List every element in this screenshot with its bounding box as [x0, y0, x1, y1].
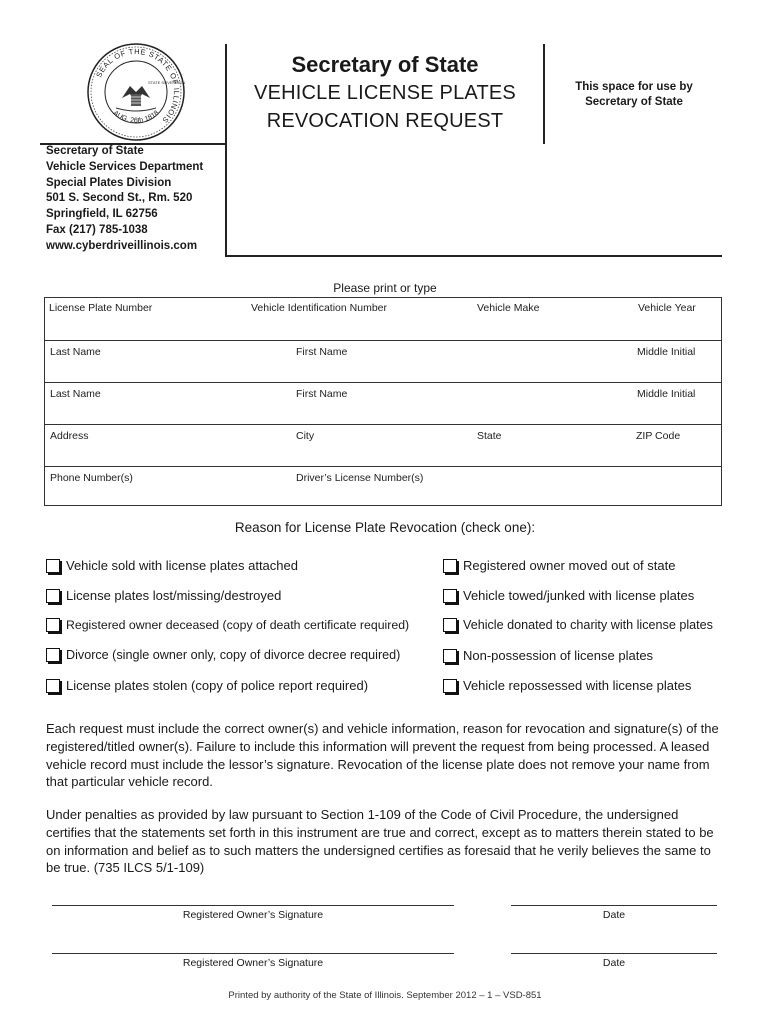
checkbox[interactable]: [46, 679, 60, 693]
state-field[interactable]: State: [477, 430, 502, 442]
address-line: Fax (217) 785-1038: [46, 223, 148, 236]
office-use-line1: This space for use by: [575, 81, 693, 93]
page-title: Secretary of State: [291, 52, 479, 77]
owner-signature-line-1[interactable]: [52, 905, 454, 906]
form-title-line1: VEHICLE LICENSE PLATES: [254, 82, 516, 104]
last-name-field[interactable]: Last Name: [50, 388, 101, 400]
date-line-2[interactable]: [511, 953, 717, 954]
owner-signature-label-1: Registered Owner’s Signature: [182, 909, 324, 921]
reason-option[interactable]: [443, 678, 691, 693]
reason-option[interactable]: [443, 618, 713, 632]
reason-label: Vehicle sold with license plates attached: [66, 558, 298, 573]
form-title-line2: REVOCATION REQUEST: [266, 110, 504, 132]
reason-label: Vehicle repossessed with license plates: [463, 678, 692, 693]
reason-option[interactable]: [46, 558, 298, 573]
checkbox[interactable]: [46, 559, 60, 573]
state-seal: [86, 42, 186, 142]
address-line: Special Plates Division: [46, 176, 172, 189]
address-line: Springfield, IL 62756: [46, 208, 158, 221]
checkbox[interactable]: [443, 618, 457, 632]
city-field[interactable]: City: [296, 430, 315, 442]
checkbox[interactable]: [443, 679, 457, 693]
address-line: Vehicle Services Department: [46, 160, 204, 173]
reason-option[interactable]: [443, 558, 675, 573]
office-use-line2: Secretary of State: [585, 96, 683, 108]
reason-label: Non-possession of license plates: [463, 648, 654, 663]
middle-initial-field[interactable]: Middle Initial: [637, 346, 696, 358]
checkbox[interactable]: [443, 649, 457, 663]
footer-text: Printed by authority of the State of Illinois. September 2012 – 1 – VSD-851: [228, 990, 542, 1001]
first-name-field[interactable]: First Name: [296, 388, 348, 400]
mailing-address: [46, 144, 203, 255]
first-name-field[interactable]: First Name: [296, 346, 348, 358]
date-line-1[interactable]: [511, 905, 717, 906]
reason-option[interactable]: [46, 618, 409, 632]
print-instruction: Please print or type: [333, 281, 437, 295]
reason-label: Registered owner deceased (copy of death certificate required): [66, 618, 410, 632]
reason-label: Divorce (single owner only, copy of divorce decree required): [66, 648, 401, 662]
reason-option[interactable]: [46, 588, 281, 603]
last-name-field[interactable]: Last Name: [50, 346, 101, 358]
office-use-box: [546, 80, 722, 110]
instructions-paragraph: Each request must include the correct owner(s) and vehicle information, reason for revocation and signature(s) of the registered/titled owner(s). Failure to include this information will prevent the request from being processed. A leased vehicle record must include the lessor’s signature. Revocation of the license plate does not remove your name from that particular vehicle record.: [46, 721, 719, 790]
reason-heading-text: Reason for License Plate Revocation: [234, 520, 458, 535]
middle-initial-field[interactable]: Middle Initial: [637, 388, 696, 400]
reason-label: Vehicle towed/junked with license plates: [463, 588, 695, 603]
reason-heading-suffix: (check one):: [460, 520, 536, 535]
checkbox[interactable]: [443, 589, 457, 603]
owner-name-row-2: [45, 382, 721, 425]
office-box-bottom: [225, 255, 722, 257]
owner-name-row-1: [45, 340, 721, 383]
reason-option[interactable]: [443, 588, 694, 603]
reason-label: Registered owner moved out of state: [463, 558, 676, 573]
zip-code-field[interactable]: ZIP Code: [636, 430, 681, 442]
vehicle-row: [45, 298, 721, 341]
owner-signature-line-2[interactable]: [52, 953, 454, 954]
date-label-1: Date: [602, 909, 626, 921]
checkbox[interactable]: [443, 559, 457, 573]
reason-label: Vehicle donated to charity with license plates: [463, 618, 713, 632]
checkbox[interactable]: [46, 589, 60, 603]
seal-ring-text: SEAL OF THE STATE OF ILLINOIS: [94, 46, 182, 126]
address-line: 501 S. Second St., Rm. 520: [46, 192, 193, 205]
checkbox[interactable]: [46, 648, 60, 662]
seal-date-text: AUG. 26th 1818: [111, 109, 161, 125]
checkbox[interactable]: [46, 618, 60, 632]
vehicle-year-field[interactable]: Vehicle Year: [638, 302, 696, 314]
certification-paragraph: Under penalties as provided by law pursuant to Section 1-109 of the Code of Civil Procedure, the undersigned certifies that the statements set forth in this instrument are true and correct, except as to matters therein stated to be on information and belief as to such matters the undersigned certifies as foresaid that he verily believes the same to be true. (735 ILCS 5/1-109): [46, 807, 714, 876]
seal-center-text: STATE SOVEREIGN: [148, 80, 186, 85]
date-label-2: Date: [602, 957, 626, 969]
reason-option[interactable]: [443, 648, 653, 663]
reason-option[interactable]: [46, 648, 400, 662]
reason-heading: [0, 520, 770, 535]
owner-signature-label-2: Registered Owner’s Signature: [182, 957, 324, 969]
reason-label: License plates stolen (copy of police report required): [66, 678, 369, 693]
license-plate-number-field[interactable]: License Plate Number: [49, 302, 153, 314]
drivers-license-number-field[interactable]: Driver’s License Number(s): [296, 472, 424, 484]
contact-row: [45, 466, 721, 505]
vin-field[interactable]: Vehicle Identification Number: [251, 302, 387, 314]
phone-number-field[interactable]: Phone Number(s): [50, 472, 133, 484]
address-line: Secretary of State: [46, 145, 144, 157]
svg-text:AUG. 26th 1818: [112, 110, 161, 125]
reason-label: License plates lost/missing/destroyed: [66, 588, 282, 603]
address-field[interactable]: Address: [50, 430, 89, 442]
svg-text:SEAL OF THE STATE OF ILLINOIS: [94, 47, 181, 125]
address-website: www.cyberdriveillinois.com: [46, 239, 198, 252]
address-row: [45, 424, 721, 467]
vehicle-make-field[interactable]: Vehicle Make: [477, 302, 540, 314]
vehicle-owner-form: [44, 297, 722, 506]
reason-option[interactable]: [46, 678, 368, 693]
